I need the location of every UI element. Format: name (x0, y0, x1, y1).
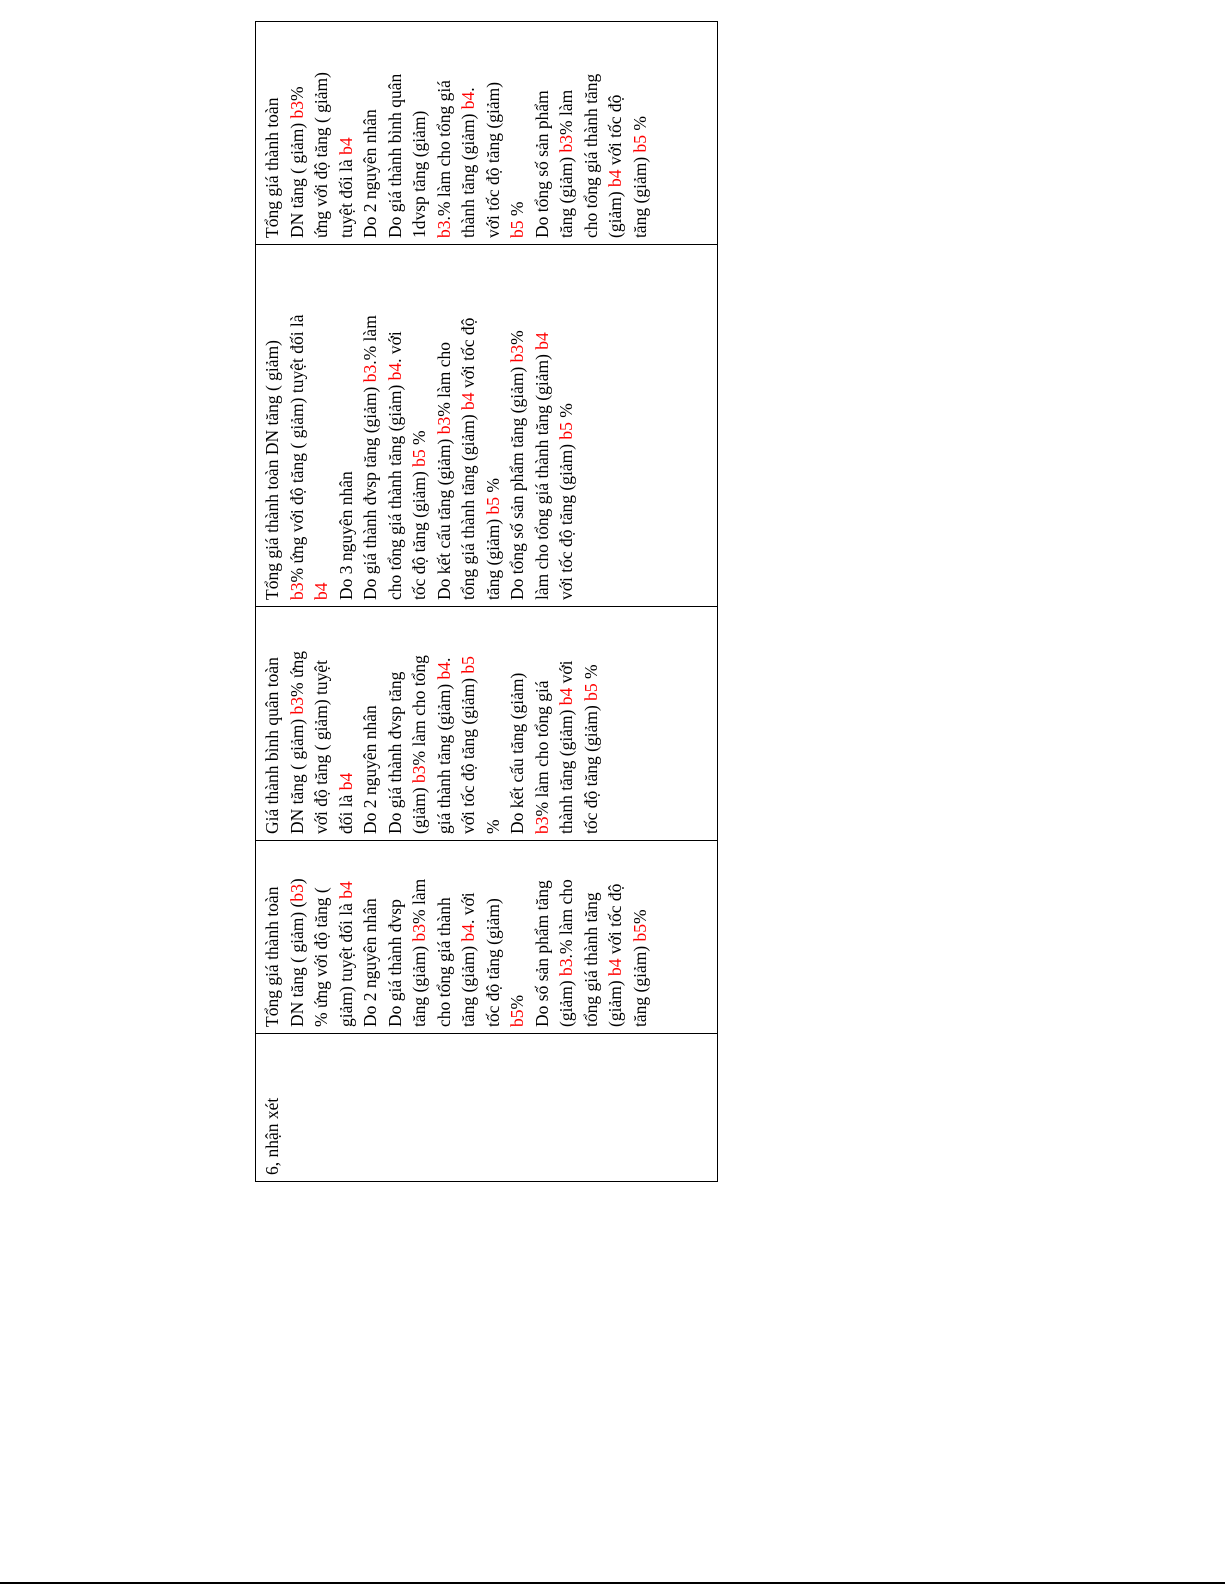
comment-cell-3 (256, 245, 718, 607)
cell-text: Do giá thành bình quân (384, 73, 405, 238)
cell-line (285, 251, 310, 600)
cell-line (481, 251, 506, 600)
cell-text: với độ tăng ( giảm) tuyệt (311, 659, 331, 834)
cell-line (530, 613, 555, 834)
cell-text: Do giá thành đvsp (384, 899, 405, 1027)
cell-text: Do giá thành đvsp tăng (384, 671, 405, 834)
cell-line (285, 613, 310, 834)
cell-text: % (286, 86, 307, 101)
cell-text: Tổng giá thành toàn (262, 97, 282, 238)
cell-line (530, 28, 555, 238)
cell-line (603, 847, 628, 1027)
cell-line (432, 28, 457, 238)
cell-text: .% làm cho tổng giá (433, 80, 454, 221)
comment-cell-1 (256, 841, 718, 1034)
cell-text: (giảm) (409, 782, 429, 834)
cell-text: cho tổng giá thành tăng (giảm) (384, 380, 405, 600)
cell-line (628, 847, 653, 1027)
cell-text: % (507, 994, 527, 1010)
red-value: b3 (286, 696, 307, 715)
red-value: b4 (311, 582, 331, 600)
cell-line (456, 28, 481, 238)
red-value: b5 (458, 656, 478, 674)
cell-line (334, 28, 359, 238)
red-value: b5 (507, 1009, 527, 1027)
cell-text: với (556, 660, 576, 688)
cell-text: DN tăng ( giảm) (286, 118, 307, 238)
red-value: b3 (556, 958, 576, 976)
cell-line (383, 28, 408, 238)
red-value: b4 (458, 923, 478, 942)
cell-line (554, 28, 579, 238)
cell-line (505, 613, 530, 834)
analysis-table (255, 21, 718, 1182)
cell-line (358, 28, 383, 238)
cell-line (358, 613, 383, 834)
cell-line (260, 28, 285, 238)
cell-text: % làm (556, 89, 576, 135)
cell-line (383, 847, 408, 1027)
cell-line (309, 251, 334, 600)
cell-line (432, 613, 457, 834)
red-value: b3 (507, 344, 527, 363)
red-value: b4 (605, 169, 625, 187)
cell-text: Tổng giá thành toàn (262, 886, 282, 1027)
cell-text: % ứng với độ tăng ( giảm) tuyệt đối là (286, 314, 307, 583)
cell-text: % (580, 664, 601, 684)
cell-text: tốc độ tăng (giảm) (580, 700, 601, 834)
comment-cell-4 (256, 22, 718, 245)
cell-text: ) (286, 878, 307, 885)
cell-text: (giảm) (556, 975, 576, 1027)
cell-text: % làm (409, 878, 429, 924)
cell-line (456, 847, 481, 1027)
cell-line (505, 251, 530, 600)
cell-text: tăng (giảm) (409, 941, 429, 1027)
cell-line (432, 847, 457, 1027)
cell-line (505, 847, 530, 1027)
row-label: 6, nhận xét (262, 1097, 282, 1175)
row-label-cell (256, 1034, 718, 1182)
cell-line (579, 613, 604, 834)
red-value: b4 (335, 772, 356, 791)
cell-line (383, 251, 408, 600)
cell-text: thành tăng (giảm) (458, 109, 478, 238)
red-value: b4 (458, 392, 478, 410)
cell-text: Tổng giá thành toàn DN tăng ( giảm) (262, 339, 282, 600)
cell-line (481, 28, 506, 238)
cell-line (579, 847, 604, 1027)
cell-text: DN tăng ( giảm) (286, 714, 307, 834)
cell-line (334, 613, 359, 834)
cell-text: tăng (giảm) (556, 152, 576, 238)
red-value: b4 (433, 661, 454, 680)
cell-text: với tốc độ (605, 94, 625, 170)
cell-text: % (507, 201, 527, 221)
cell-text: giá thành tăng (giảm) (433, 679, 454, 834)
cell-text: % (482, 478, 503, 497)
cell-text: % làm cho tổng giá (531, 680, 552, 817)
red-value: b3 (433, 416, 454, 435)
cell-line (309, 28, 334, 238)
comment-cell-2 (256, 607, 718, 841)
cell-text: với tốc độ tăng (giảm) (556, 439, 576, 600)
cell-text: % (629, 116, 650, 135)
cell-line (603, 28, 628, 238)
red-value: b5 (556, 422, 576, 440)
red-value: b3 (286, 884, 307, 902)
cell-line (309, 613, 334, 834)
cell-line (285, 847, 310, 1027)
red-value: b5 (507, 220, 527, 238)
red-value: b5 (482, 496, 503, 515)
cell-text: tăng (giảm) (629, 941, 650, 1027)
cell-text: Giá thành bình quân toàn (262, 657, 282, 834)
cell-line (554, 847, 579, 1027)
cell-line (334, 847, 359, 1027)
red-value: b3 (286, 582, 307, 600)
cell-text: % ứng với độ tăng ( (311, 887, 331, 1027)
red-value: b4 (384, 362, 405, 381)
cell-line (285, 28, 310, 238)
cell-line (554, 251, 579, 600)
cell-text: .% làm cho (556, 879, 576, 959)
cell-text: Do kết cấu tăng (giảm) (433, 434, 454, 600)
red-value: b3 (286, 100, 307, 119)
cell-text: . (458, 87, 478, 92)
cell-text: 1dvsp tăng (giảm) (409, 110, 429, 238)
cell-text: % (507, 330, 527, 345)
cell-line (358, 847, 383, 1027)
cell-line (334, 251, 359, 600)
cell-text: làm cho tổng giá thành tăng (giảm) (531, 349, 552, 600)
red-value: b3 (409, 765, 429, 783)
cell-text: tăng (giảm) (482, 514, 503, 600)
cell-text: giảm) tuyệt đối là (335, 898, 356, 1027)
cell-line (260, 847, 285, 1027)
cell-text: đối là (335, 790, 356, 834)
cell-line (456, 251, 481, 600)
cell-text: Do tổng số sản phẩm tăng (giảm) (507, 362, 527, 600)
red-value: b4 (556, 687, 576, 706)
cell-text: . với (384, 331, 405, 363)
red-value: b4 (605, 958, 625, 976)
cell-text: % làm cho (433, 341, 454, 417)
cell-line (554, 613, 579, 834)
cell-text: % (409, 430, 429, 450)
cell-text: với tốc độ tăng (giảm) (482, 81, 503, 238)
red-value: b5 (629, 923, 650, 942)
cell-text: thành tăng (giảm) (556, 705, 576, 834)
cell-text: tăng (giảm) (629, 152, 650, 238)
cell-text: % (482, 819, 503, 834)
cell-line (432, 251, 457, 600)
cell-line (260, 251, 285, 600)
red-value: b4 (335, 881, 356, 899)
cell-text: Do kết cấu tăng (giảm) (507, 672, 527, 834)
cell-line (260, 613, 285, 834)
cell-text: Do giá thành đvsp tăng (giảm) (360, 382, 380, 600)
cell-text: tuyệt đối là (335, 154, 356, 238)
cell-text: Do tổng số sản phẩm (531, 90, 552, 238)
red-value: b5 (629, 134, 650, 153)
cell-text: .% làm (360, 315, 380, 365)
cell-text: tốc độ tăng (giảm) (409, 466, 429, 600)
cell-line (530, 251, 555, 600)
cell-line (481, 613, 506, 834)
cell-line (309, 847, 334, 1027)
cell-text: . (433, 657, 454, 662)
cell-line (505, 28, 530, 238)
cell-line (456, 613, 481, 834)
cell-text: với tốc độ tăng (giảm) (458, 673, 478, 834)
red-value: b3 (531, 816, 552, 834)
cell-line (383, 613, 408, 834)
cell-text: Do 2 nguyên nhân (360, 898, 380, 1027)
red-value: b4 (531, 332, 552, 350)
cell-text: tổng giá thành tăng (580, 892, 601, 1027)
cell-text: cho tổng giá thành (433, 897, 454, 1027)
cell-text: Do 2 nguyên nhân (360, 109, 380, 238)
red-value: b3 (409, 923, 429, 942)
cell-text: Do 3 nguyên nhân (335, 471, 356, 600)
red-value: b3 (360, 364, 380, 383)
cell-text: tốc độ tăng (giảm) (482, 898, 503, 1027)
cell-text: ứng với độ tăng ( giảm) (311, 71, 331, 238)
cell-text: cho tổng giá thành tăng (580, 73, 601, 238)
cell-line (407, 847, 432, 1027)
cell-text: (giảm) (605, 186, 625, 238)
cell-line (407, 251, 432, 600)
cell-line (579, 28, 604, 238)
cell-line (481, 847, 506, 1027)
cell-line (407, 613, 432, 834)
cell-text: % ứng (286, 651, 307, 697)
cell-text: Do số sản phẩm tăng (531, 880, 552, 1027)
cell-line (358, 251, 383, 600)
cell-text: với tốc độ (458, 317, 478, 393)
cell-text: Do 2 nguyên nhân (360, 705, 380, 834)
cell-text: tăng (giảm) (458, 941, 478, 1027)
rotated-table-wrapper (255, 22, 718, 1182)
cell-text: . với (458, 892, 478, 924)
cell-text: % (556, 403, 576, 423)
page-bottom-rule (0, 1582, 1225, 1584)
cell-line (407, 28, 432, 238)
cell-text: tổng giá thành tăng (giảm) (458, 409, 478, 600)
red-value: b4 (458, 91, 478, 110)
red-value: b5 (409, 449, 429, 467)
cell-text: với tốc độ (605, 883, 625, 959)
cell-line (628, 28, 653, 238)
cell-line (530, 847, 555, 1027)
cell-text: DN tăng ( giảm) ( (286, 901, 307, 1027)
red-value: b3 (433, 220, 454, 238)
red-value: b3 (556, 134, 576, 153)
cell-text: % (629, 909, 650, 924)
red-value: b4 (335, 137, 356, 155)
cell-text: (giảm) (605, 975, 625, 1027)
cell-text: % làm cho tổng (409, 655, 429, 766)
red-value: b5 (580, 683, 601, 701)
